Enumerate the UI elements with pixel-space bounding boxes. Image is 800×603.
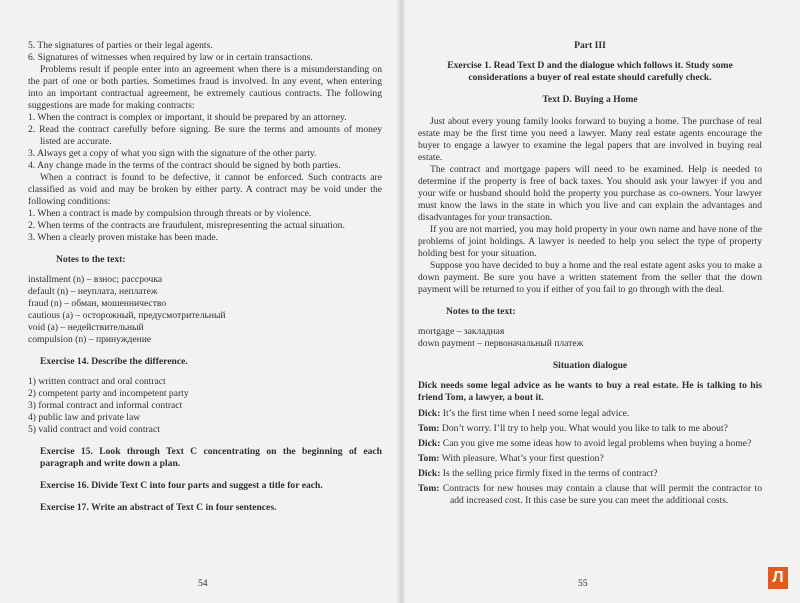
speaker: Tom:	[418, 453, 440, 464]
note-item: void (a) – недействительный	[28, 322, 144, 333]
list-item: 5. The signatures of parties or their legal agents.	[28, 40, 213, 51]
paragraph: When a contract is found to be defective, it cannot be enforced. Such contracts are classified as void and may be broken by either party. A contract may be void under the following conditions:	[28, 172, 382, 207]
list-item: 3. When a clearly proven mistake has been made.	[28, 232, 219, 243]
line-text: Is the selling price firmly fixed in the terms of contract?	[442, 468, 658, 479]
dialogue-line	[418, 453, 762, 465]
list-item: 3. Always get a copy of what you sign with the signature of the other party.	[28, 148, 317, 159]
line-text: With pleasure. What’s your first question?	[441, 453, 604, 464]
page-number: 55	[578, 578, 588, 589]
note-item: down payment – первоначальный платеж	[418, 338, 584, 349]
exercise-1: Exercise 1. Read Text D and the dialogue which follows it. Study some considerations a buyer of real estate should carefully check.	[447, 60, 733, 83]
page-number: 54	[198, 578, 208, 589]
paragraph: Just about every young family looks forward to buying a home. The purchase of real estate may be the first time you need a lawyer. Many real estate agents encourage the buyer to engage a lawyer to examine the legal papers that are involved in buying real estate.	[418, 116, 762, 163]
situation-title: Situation dialogue	[552, 360, 628, 371]
note-item: fraud (n) – обман, мошенничество	[28, 298, 167, 309]
paragraph: Problems result if people enter into an agreement when there is a misunderstanding on the part of one or both parties. Sometimes fraud is involved. In any event, when entering into an important contractual agreement, be extremely cautious contracts. The following suggestions are made for making contracts:	[28, 64, 382, 111]
list-item: 6. Signatures of witnesses when required by law or in certain transactions.	[28, 52, 313, 63]
list-item: 4) public law and private law	[28, 412, 141, 423]
right-page	[400, 0, 800, 603]
note-item: cautious (a) – осторожный, предусмотрительный	[28, 310, 226, 321]
exercise-17: Exercise 17. Write an abstract of Text C in four sentences.	[40, 502, 277, 513]
list-item: 4. Any change made in the terms of the contract should be signed by both parties.	[28, 160, 341, 171]
notes-heading: Notes to the text:	[446, 306, 516, 317]
exercise-15: Exercise 15. Look through Text C concentrating on the beginning of each paragraph and write down a plan.	[40, 446, 382, 469]
dialogue-line	[418, 423, 762, 435]
dialogue-line	[418, 483, 762, 507]
line-text: It’s the first time when I need some legal advice.	[442, 408, 630, 419]
note-item: compulsion (n) – принуждение	[28, 334, 152, 345]
publisher-logo-icon: Л	[768, 567, 788, 589]
speaker: Dick:	[418, 408, 441, 419]
list-item: 5) valid contract and void contract	[28, 424, 160, 435]
list-item: 2. Read the contract carefully before signing. Be sure the terms and amounts of money listed are accurate.	[28, 124, 382, 147]
notes-heading: Notes to the text:	[56, 254, 126, 265]
dialogue	[418, 408, 762, 507]
line-text: Don’t worry. I’ll try to help you. What would you like to talk to me about?	[441, 423, 728, 434]
list-item: 1) written contract and oral contract	[28, 376, 166, 387]
speaker: Dick:	[418, 468, 441, 479]
line-text: Can you give me some ideas how to avoid legal problems when buying a home?	[442, 438, 752, 449]
situation-intro: Dick needs some legal advice as he wants to buy a real estate. He is talking to his friend Tom, a lawyer, a bout it.	[418, 380, 762, 403]
paragraph: The contract and mortgage papers will need to be examined. Help is needed to determine if the property is free of back taxes. You should ask your lawyer if you and your wife or husband should hold the property you purchase as co-owners. Your lawyer must know the laws in the state in which you live and can explain the advantages and disadvantages for your transaction.	[418, 164, 762, 223]
part-title: Part III	[574, 40, 606, 51]
exercise-14-heading: Exercise 14. Describe the difference.	[40, 356, 188, 367]
speaker: Tom:	[418, 423, 440, 434]
list-item: 1. When a contract is made by compulsion through threats or by violence.	[28, 208, 312, 219]
exercise-16: Exercise 16. Divide Text C into four parts and suggest a title for each.	[40, 480, 323, 491]
dialogue-line	[418, 438, 762, 450]
dialogue-line	[418, 468, 762, 480]
line-text: Contracts for new houses may contain a clause that will permit the contractor to add increased cost. It this case be sure you can meet the additional costs.	[442, 483, 762, 506]
paragraph: If you are not married, you may hold property in your own name and have none of the problems of joint holdings. A lawyer is needed to help you select the type of property holding best for your situation.	[418, 224, 762, 259]
list-item: 1. When the contract is complex or important, it should be prepared by an attorney.	[28, 112, 347, 123]
dialogue-line	[418, 408, 762, 420]
list-item: 2) competent party and incompetent party	[28, 388, 189, 399]
paragraph: Suppose you have decided to buy a home and the real estate agent asks you to make a down payment. Be sure you have a written statement from the seller that the down payment will be returned to you if either of you fail to go through with the deal.	[418, 260, 762, 295]
speaker: Tom:	[418, 483, 440, 494]
list-item: 3) formal contract and informal contract	[28, 400, 183, 411]
note-item: mortgage – закладная	[418, 326, 505, 337]
speaker: Dick:	[418, 438, 441, 449]
note-item: default (n) – неуплата, неплатеж	[28, 286, 158, 297]
book-spine-shadow	[396, 0, 406, 603]
note-item: installment (n) – взнос; рассрочка	[28, 274, 163, 285]
list-item: 2. When terms of the contracts are fraudulent, misrepresenting the actual situation.	[28, 220, 345, 231]
text-title: Text D. Buying a Home	[542, 94, 638, 105]
